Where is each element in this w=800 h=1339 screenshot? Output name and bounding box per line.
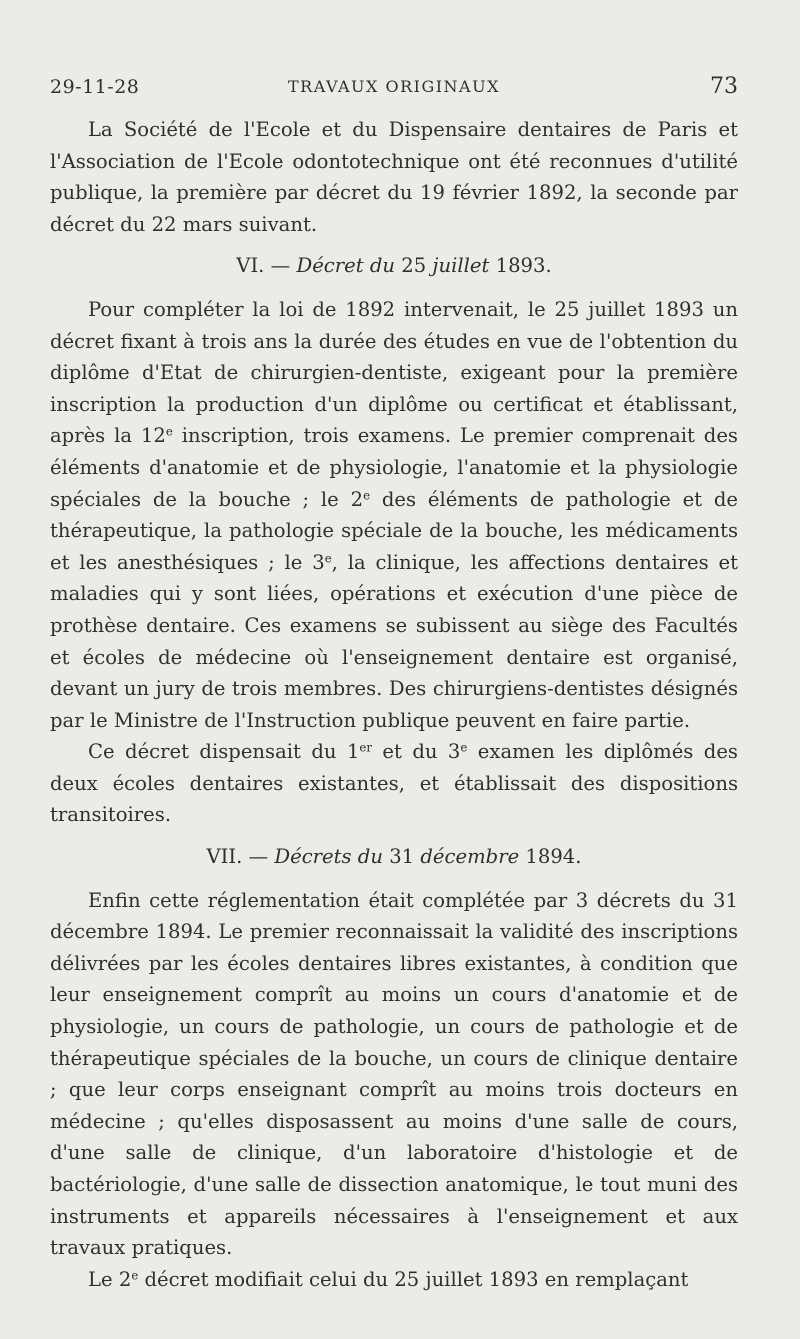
- section-vi-date: 25: [401, 254, 427, 278]
- paragraph-5-part-b: décret modifiait celui du 25 juillet 1893 en remplaçant: [138, 1267, 689, 1291]
- paragraph-3-part-a: Ce décret dispensait du 1: [88, 740, 360, 764]
- paragraph-2-part-d: , la clinique, les affections dentaires et maladies qui y sont liées, opérations et exécution d'une pièce de prothèse dentaire. Ces examens se subissent au siège des Facultés et écoles de médecine où l'enseignement dentaire est organisé, devant un jury de trois membres. Des chirurgiens-dentistes désignés par le Ministre de l'Instruction publique peuvent en faire partie.: [50, 550, 738, 732]
- paragraph-2-part-a: Pour compléter la loi de 1892 intervenait, le 25 juillet 1893 un décret fixant à trois ans la durée des études en vue de l'obtention du diplôme d'Etat de chirurgien-dentiste, exigeant pour la première inscription la production d'un diplôme ou certificat et établissant, après la 12: [50, 297, 738, 448]
- superscript: e: [363, 488, 371, 503]
- section-vii-title: Décrets du: [274, 845, 383, 869]
- superscript: e: [460, 740, 468, 755]
- paragraph-3-part-b: et du 3: [371, 740, 461, 764]
- paragraph-5-part-a: Le 2: [88, 1267, 132, 1291]
- section-heading-vii: [50, 841, 738, 873]
- section-vi-year: 1893.: [495, 254, 552, 278]
- paragraph-3-part-c: examen les diplômés des deux écoles dentaires existantes, et établissait des dispositions transitoires.: [50, 740, 738, 827]
- section-vi-title: Décret du: [296, 254, 395, 278]
- section-vii-year: 1894.: [525, 845, 582, 869]
- superscript: e: [165, 424, 173, 439]
- section-vi-number: VI. —: [236, 254, 291, 278]
- page-body: [50, 114, 738, 1295]
- header-date: 29-11-28: [50, 76, 140, 98]
- paragraph-2-part-b: inscription, trois examens. Le premier comprenait des éléments d'anatomie et de physiologie, l'anatomie et la physiologie spéciales de la bouche ; le 2: [50, 424, 738, 511]
- header-title: TRAVAUX ORIGINAUX: [288, 77, 500, 96]
- page-number: 73: [710, 74, 738, 99]
- paragraph-2-part-c: des éléments de pathologie et de thérapeutique, la pathologie spéciale de la bouche, les médicaments et les anesthésiques ; le 3: [50, 487, 738, 574]
- section-vii-number: VII. —: [206, 845, 269, 869]
- paragraph-4: Enfin cette réglementation était complétée par 3 décrets du 31 décembre 1894. Le premier reconnaissait la validité des inscriptions délivrées par les écoles dentaires libres existantes, à condition que leur enseignement comprît au moins un cours d'anatomie et de physiologie, un cours de pathologie, un cours de pathologie et de thérapeutique spéciales de la bouche, un cours de clinique dentaire ; que leur corps enseignant comprît au moins trois docteurs en médecine ; qu'elles disposassent au moins d'une salle de cours, d'une salle de clinique, d'un laboratoire d'histologie et de bactériologie, d'une salle de dissection anatomique, le tout muni des instruments et appareils nécessaires à l'enseignement et aux travaux pratiques.: [50, 888, 738, 1260]
- section-vii-date: 31: [389, 845, 415, 869]
- superscript: e: [324, 551, 332, 566]
- section-vi-month: juillet: [432, 254, 490, 278]
- paragraph-3: [50, 736, 738, 831]
- superscript: e: [131, 1268, 139, 1283]
- paragraph-5: [50, 1264, 738, 1296]
- section-heading-vi: [50, 250, 738, 282]
- running-header: [50, 76, 738, 100]
- section-vii-month: décembre: [420, 845, 520, 869]
- paragraph-1: La Société de l'Ecole et du Dispensaire dentaires de Paris et l'Association de l'Ecole odontotechnique ont été reconnues d'utilité publique, la première par décret du 19 février 1892, la seconde par décret du 22 mars suivant.: [50, 118, 738, 236]
- superscript: er: [359, 740, 372, 755]
- paragraph-2: [50, 294, 738, 736]
